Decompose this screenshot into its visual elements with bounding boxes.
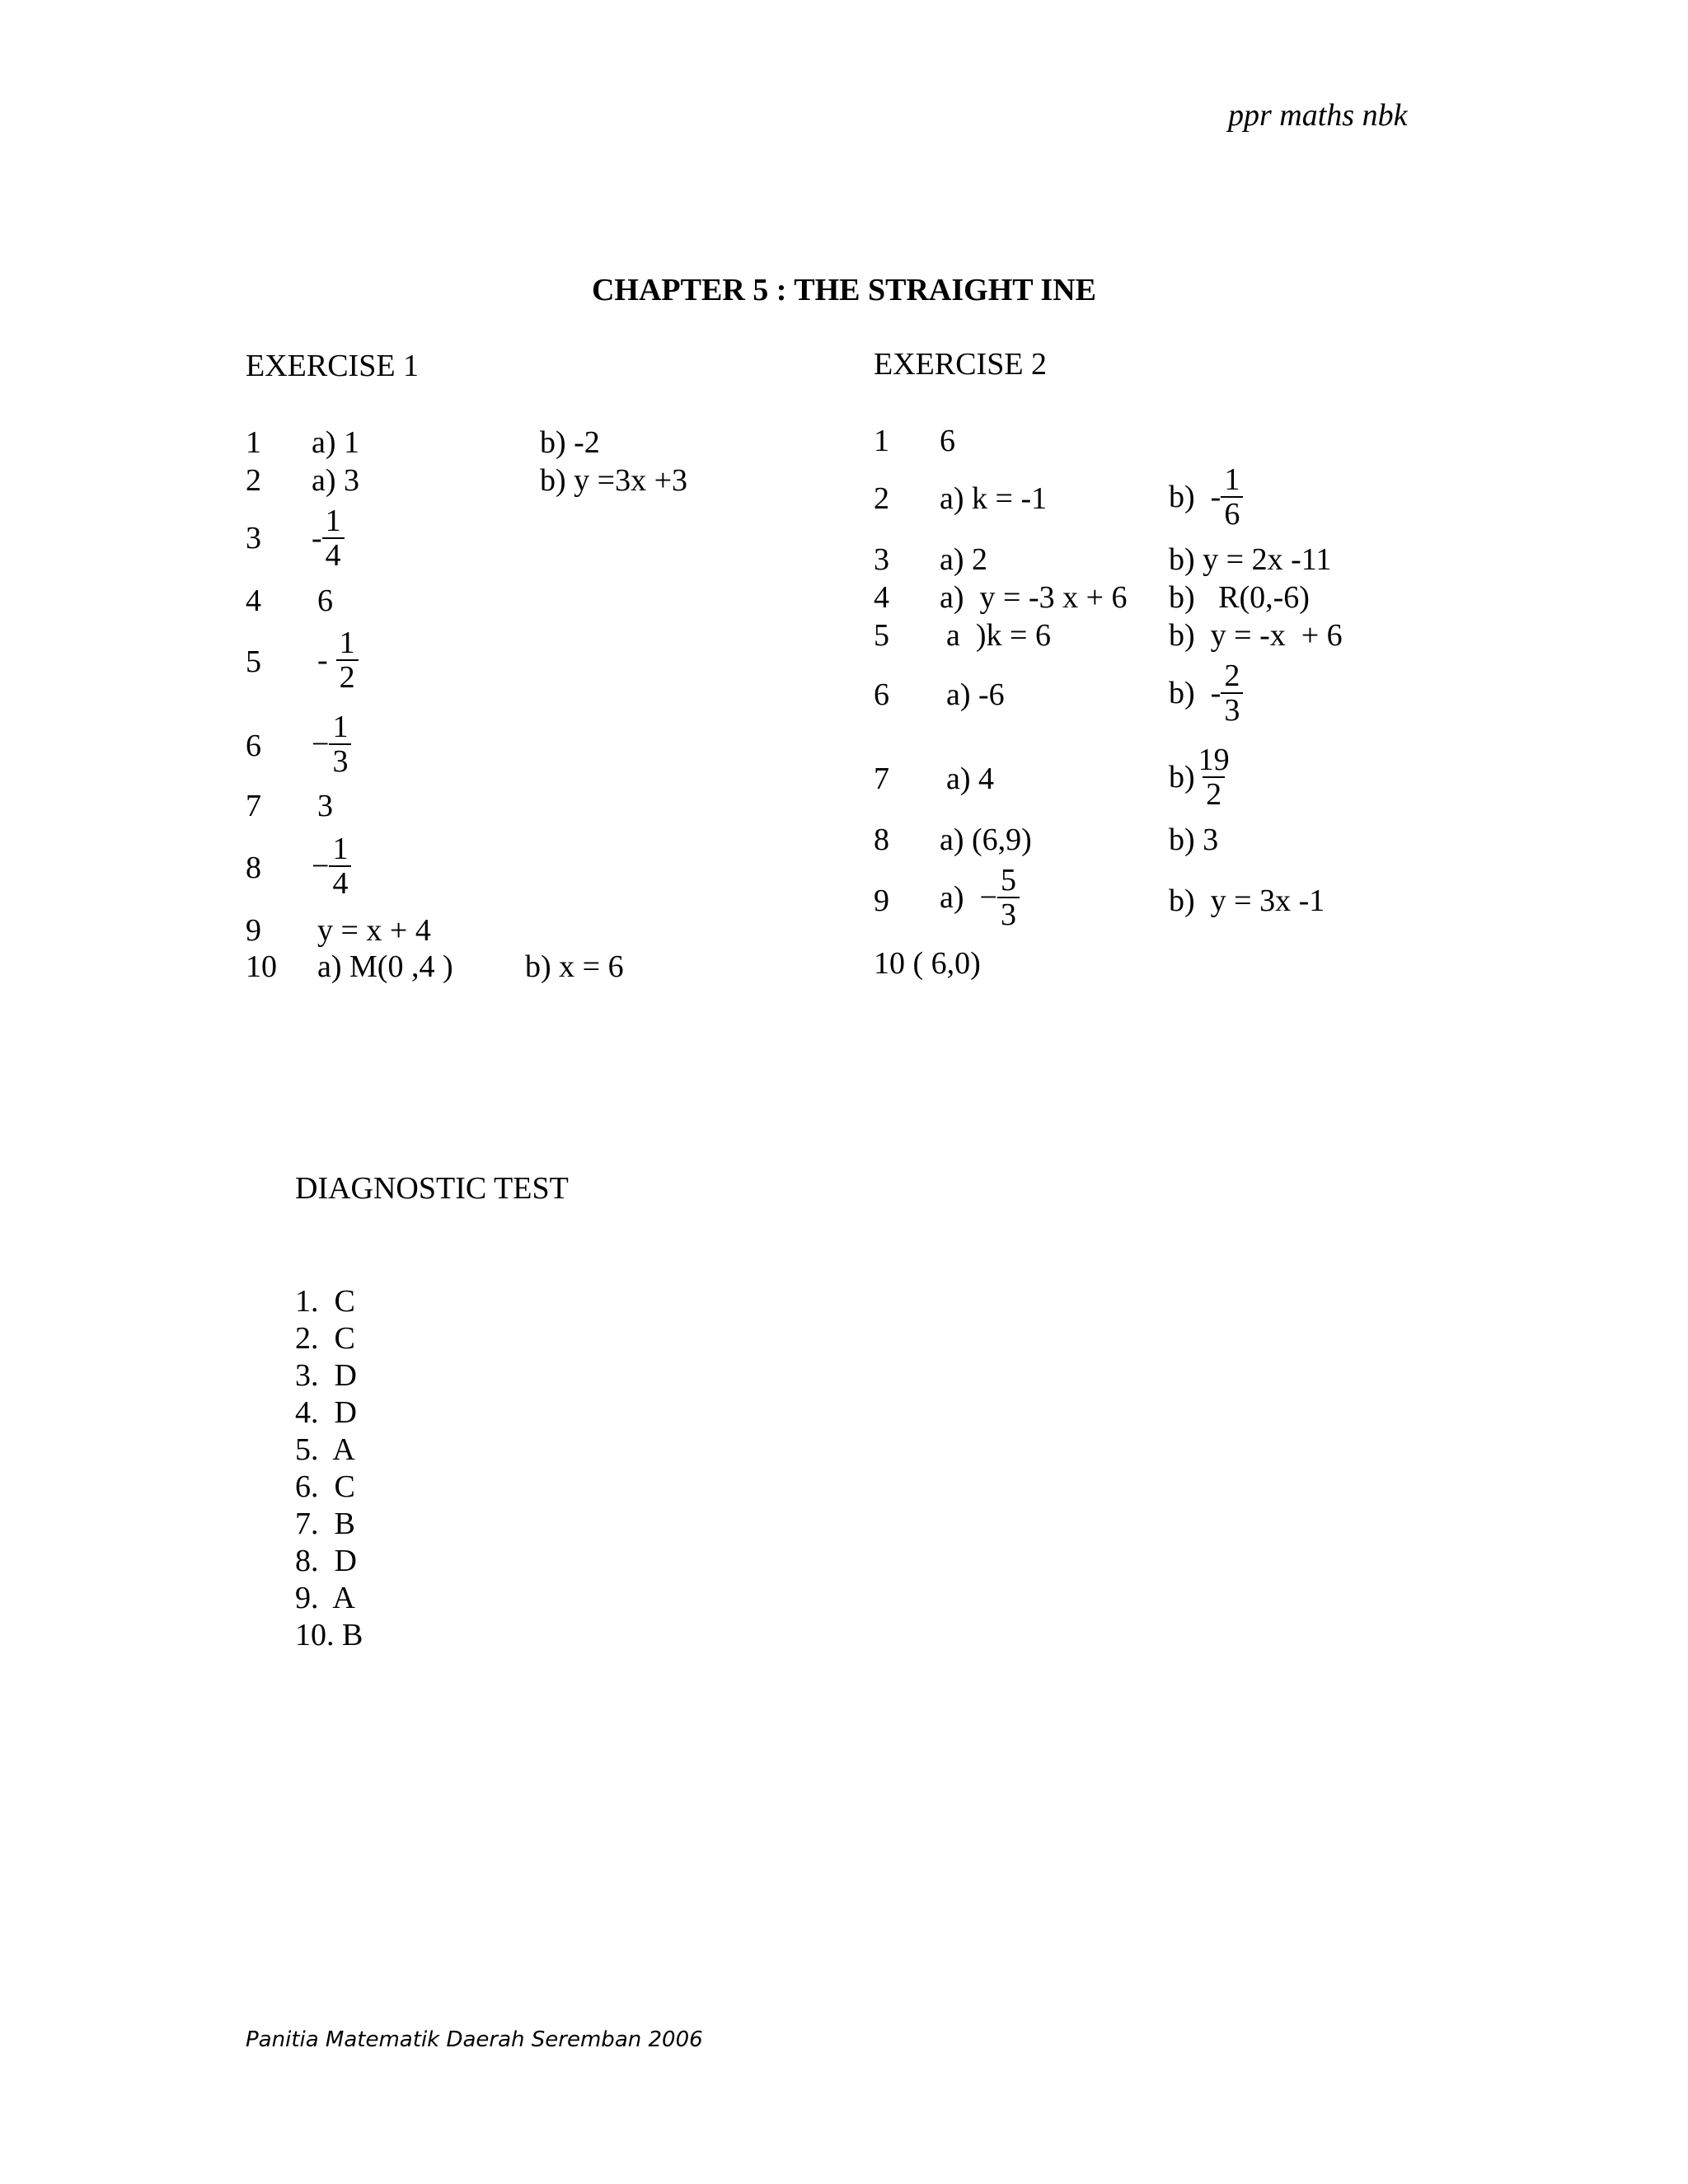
ex2-q7-number: 7	[874, 762, 889, 796]
ex1-q4-number: 4	[246, 583, 261, 618]
ex1-q8-numerator: 1	[332, 832, 349, 866]
ex1-q6-fraction	[329, 710, 351, 778]
ex2-q9-number: 9	[874, 883, 889, 918]
ex2-q6-b-denominator: 3	[1221, 692, 1243, 727]
ex1-q10-answer-b: b) x = 6	[525, 949, 624, 984]
ex2-q9-answer-a	[940, 864, 1020, 931]
ex1-q10-answer-a: a) M(0 ,4 )	[317, 949, 453, 984]
ex1-q3-number: 3	[246, 521, 261, 555]
ex1-q6-denominator: 3	[329, 743, 351, 778]
ex1-q3-fraction	[322, 504, 345, 572]
ex1-q6-numerator: 1	[332, 710, 349, 744]
diagnostic-answer-item: 3. D	[295, 1358, 357, 1393]
ex1-q4-answer: 6	[317, 583, 333, 618]
ex1-q1-answer-a: a) 1	[312, 425, 360, 460]
ex2-q5-answer-b: b) y = -x + 6	[1169, 618, 1343, 653]
ex2-q8-number: 8	[874, 823, 889, 857]
ex1-q3-answer	[312, 504, 345, 572]
ex2-q8-answer-b: b) 3	[1169, 823, 1219, 857]
ex1-q5-denominator: 2	[336, 659, 359, 694]
ex2-q4-answer-b: b) R(0,-6)	[1169, 580, 1310, 615]
ex1-q2-answer-a: a) 3	[312, 463, 360, 498]
ex2-q6-answer-a: a) -6	[946, 677, 1005, 712]
ex2-q2-answer-a: a) k = -1	[940, 481, 1048, 516]
exercise-1-heading: EXERCISE 1	[246, 349, 420, 383]
ex2-q2-b-fraction	[1221, 463, 1243, 531]
ex1-q5-numerator: 1	[339, 626, 355, 660]
ex1-q3-sign: -	[312, 521, 322, 555]
ex1-q5-fraction	[336, 626, 359, 694]
ex2-q7-b-fraction	[1195, 743, 1233, 811]
ex2-q9-answer-b: b) y = 3x -1	[1169, 883, 1325, 918]
ex1-q2-answer-b: b) y =3x +3	[540, 463, 688, 498]
ex1-q1-number: 1	[246, 425, 261, 460]
diagnostic-answer-item: 5. A	[295, 1432, 355, 1467]
ex2-q2-b-denominator: 6	[1221, 496, 1243, 531]
diagnostic-answer-item: 6. C	[295, 1469, 355, 1504]
ex1-q10-number: 10	[246, 949, 277, 984]
ex2-q9-a-fraction	[997, 864, 1020, 931]
ex1-q6-sign: −	[312, 727, 330, 762]
ex1-q5-answer	[317, 626, 359, 694]
ex1-q8-denominator: 4	[329, 865, 351, 900]
ex2-q4-answer-a: a) y = -3 x + 6	[940, 580, 1128, 615]
ex1-q2-number: 2	[246, 463, 261, 498]
diagnostic-answer-item: 1. C	[295, 1284, 355, 1319]
ex1-q8-fraction	[329, 832, 351, 900]
ex2-q6-answer-b	[1169, 659, 1243, 727]
ex1-q9-answer: y = x + 4	[317, 913, 431, 948]
ex2-q9-a-numerator: 5	[1000, 863, 1016, 898]
diagnostic-answer-item: 9. A	[295, 1581, 355, 1615]
diagnostic-answer-item: 7. B	[295, 1507, 355, 1541]
ex1-q6-number: 6	[246, 729, 261, 763]
ex2-q7-b-prefix: b)	[1169, 760, 1195, 794]
ex2-q5-answer-a: a )k = 6	[946, 618, 1051, 653]
ex2-q2-number: 2	[874, 481, 889, 516]
ex1-q7-answer: 3	[317, 789, 333, 823]
ex1-q3-denominator: 4	[322, 537, 345, 572]
diagnostic-answer-item: 10. B	[295, 1618, 363, 1652]
ex1-q8-sign: −	[312, 849, 330, 883]
page-header: ppr maths nbk	[1228, 98, 1408, 133]
page-footer: Panitia Matematik Daerah Seremban 2006	[246, 2027, 703, 2052]
ex2-q9-a-prefix: a) −	[940, 880, 997, 915]
ex1-q6-answer	[312, 710, 351, 778]
ex1-q5-sign: -	[317, 643, 328, 677]
ex2-q2-answer-b	[1169, 463, 1243, 531]
ex2-q7-b-numerator: 19	[1198, 743, 1230, 777]
ex2-q3-number: 3	[874, 542, 889, 577]
diagnostic-answer-item: 8. D	[295, 1544, 357, 1578]
ex1-q8-number: 8	[246, 851, 261, 885]
ex2-q4-number: 4	[874, 580, 889, 615]
ex1-q8-answer	[312, 832, 351, 900]
ex2-q6-b-fraction	[1221, 659, 1243, 727]
ex2-q5-number: 5	[874, 618, 889, 653]
ex2-q6-b-numerator: 2	[1224, 658, 1240, 693]
ex1-q3-numerator: 1	[325, 504, 341, 538]
ex2-q1-number: 1	[874, 424, 889, 458]
exercise-2-heading: EXERCISE 2	[874, 347, 1048, 382]
ex2-q7-answer-a: a) 4	[946, 762, 995, 796]
diagnostic-answer-item: 2. C	[295, 1321, 355, 1356]
ex2-q6-b-prefix: b) -	[1169, 676, 1221, 710]
ex1-q1-answer-b: b) -2	[540, 425, 600, 460]
ex1-q5-number: 5	[246, 644, 261, 679]
diagnostic-test-heading: DIAGNOSTIC TEST	[295, 1171, 569, 1206]
diagnostic-answer-list	[295, 1283, 363, 1654]
ex2-q9-a-denominator: 3	[997, 897, 1020, 931]
ex1-q9-number: 9	[246, 913, 261, 948]
ex2-q6-number: 6	[874, 677, 889, 712]
ex2-q3-answer-a: a) 2	[940, 542, 988, 577]
ex2-q7-answer-b	[1169, 743, 1233, 811]
ex2-q2-b-prefix: b) -	[1169, 480, 1221, 514]
chapter-title: CHAPTER 5 : THE STRAIGHT INE	[591, 273, 1096, 307]
ex2-q8-answer-a: a) (6,9)	[940, 823, 1032, 857]
ex2-q2-b-numerator: 1	[1224, 462, 1240, 497]
diagnostic-answer-item: 4. D	[295, 1395, 357, 1430]
ex2-q10-answer: 10 ( 6,0)	[874, 946, 981, 981]
ex2-q3-answer-b: b) y = 2x -11	[1169, 542, 1332, 577]
ex2-q1-answer: 6	[940, 424, 955, 458]
ex1-q7-number: 7	[246, 789, 261, 823]
ex2-q7-b-denominator: 2	[1203, 776, 1225, 811]
